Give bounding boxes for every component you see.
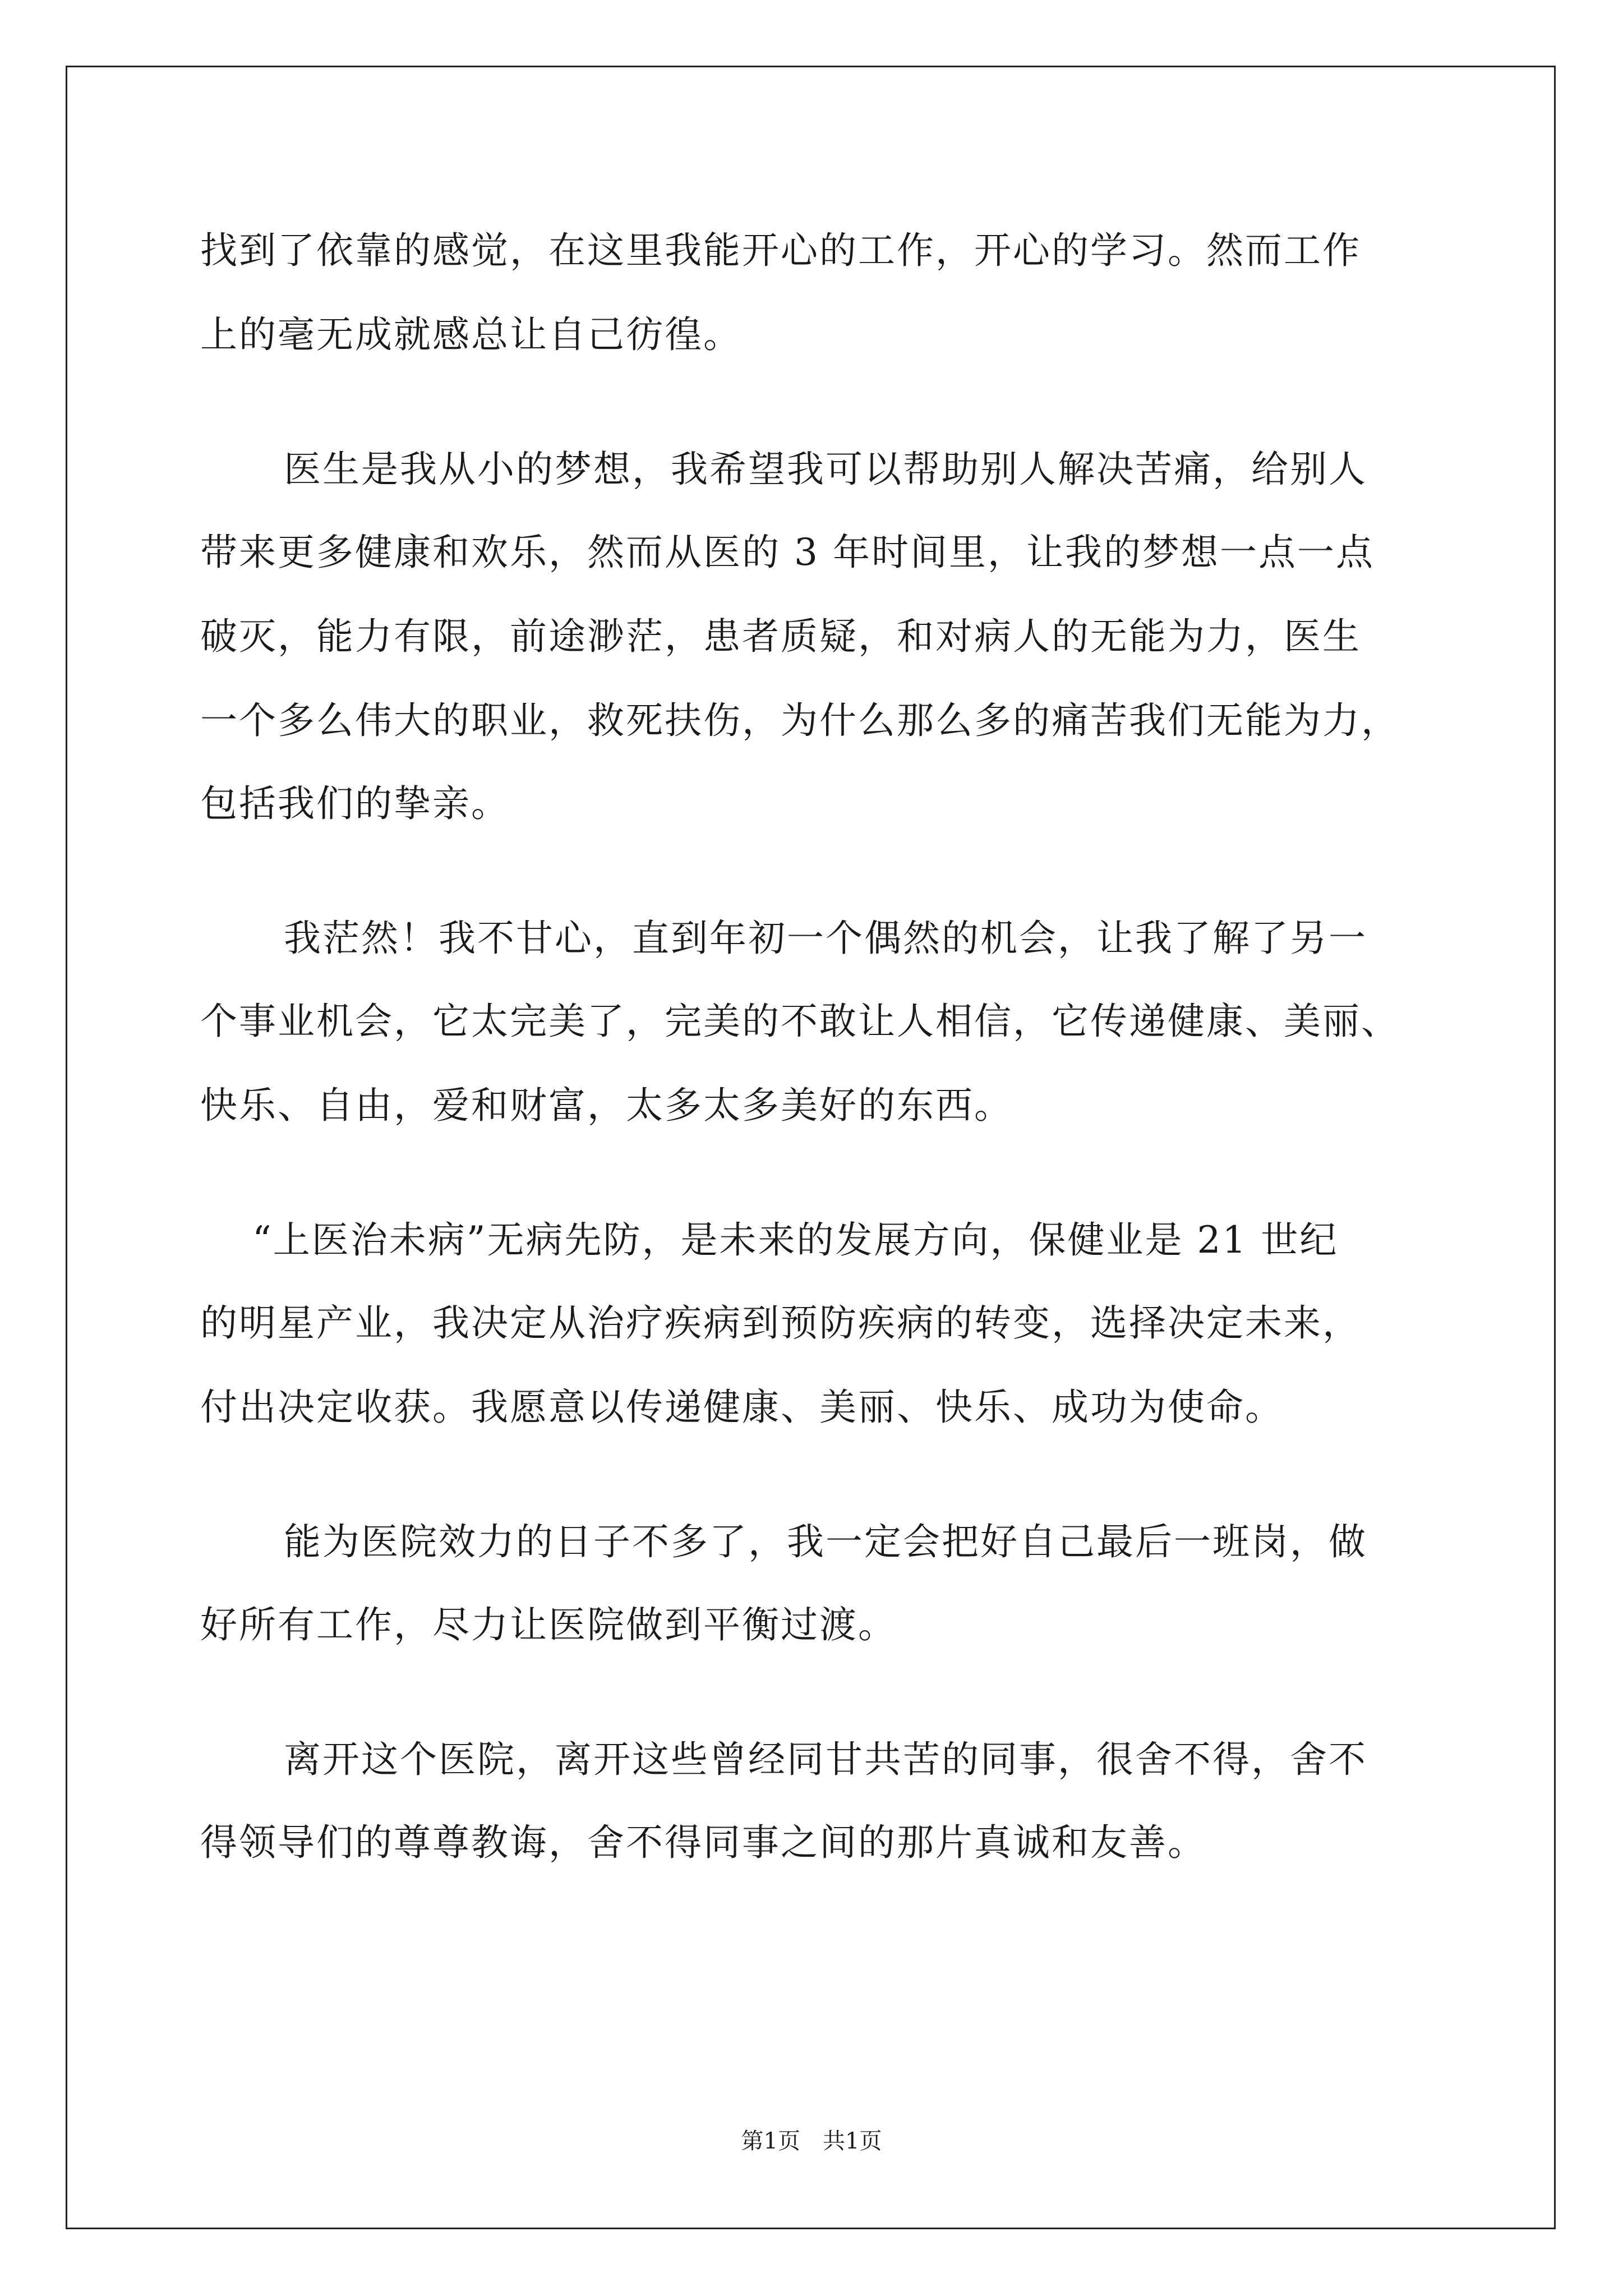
text-line: 的明星产业，我决定从治疗疾病到预防疾病的转变，选择决定未来，	[200, 1301, 1361, 1345]
text-line: 包括我们的挚亲。	[200, 782, 510, 825]
text-line: 付出决定收获。我愿意以传递健康、美丽、快乐、成功为使命。	[200, 1386, 1284, 1429]
text-line: 得领导们的尊尊教诲，舍不得同事之间的那片真诚和友善。	[200, 1821, 1206, 1864]
page-footer	[0, 2127, 1623, 2155]
text-line: 离开这个医院，离开这些曾经同甘共苦的同事，很舍不得，舍不	[284, 1738, 1367, 1781]
page-number-total: 共1页	[823, 2128, 882, 2154]
page-number-current: 第1页	[741, 2128, 800, 2154]
text-line: 找到了依靠的感觉，在这里我能开心的工作，开心的学习。然而工作	[200, 229, 1361, 272]
text-line: 快乐、自由，爱和财富，太多太多美好的东西。	[200, 1084, 1013, 1127]
text-line: 上的毫无成就感总让自己彷徨。	[200, 313, 742, 356]
text-line: 能为医院效力的日子不多了，我一定会把好自己最后一班岗，做	[284, 1520, 1367, 1563]
text-line: 个事业机会，它太完美了，完美的不敢让人相信，它传递健康、美丽、	[200, 1000, 1400, 1043]
text-line: 我茫然！我不甘心，直到年初一个偶然的机会，让我了解了另一	[284, 917, 1367, 960]
text-line: 破灭，能力有限，前途渺茫，患者质疑，和对病人的无能为力，医生	[200, 615, 1361, 658]
text-line: 带来更多健康和欢乐，然而从医的 3 年时间里，让我的梦想一点一点	[200, 531, 1375, 574]
page-border	[66, 66, 1556, 2229]
text-line: 医生是我从小的梦想，我希望我可以帮助别人解决苦痛，给别人	[284, 448, 1367, 491]
text-line: “上医治未病”无病先防，是未来的发展方向，保健业是 21 世纪	[252, 1218, 1339, 1262]
text-line: 一个多么伟大的职业，救死扶伤，为什么那么多的痛苦我们无能为力，	[200, 699, 1400, 742]
text-line: 好所有工作，尽力让医院做到平衡过渡。	[200, 1603, 897, 1646]
